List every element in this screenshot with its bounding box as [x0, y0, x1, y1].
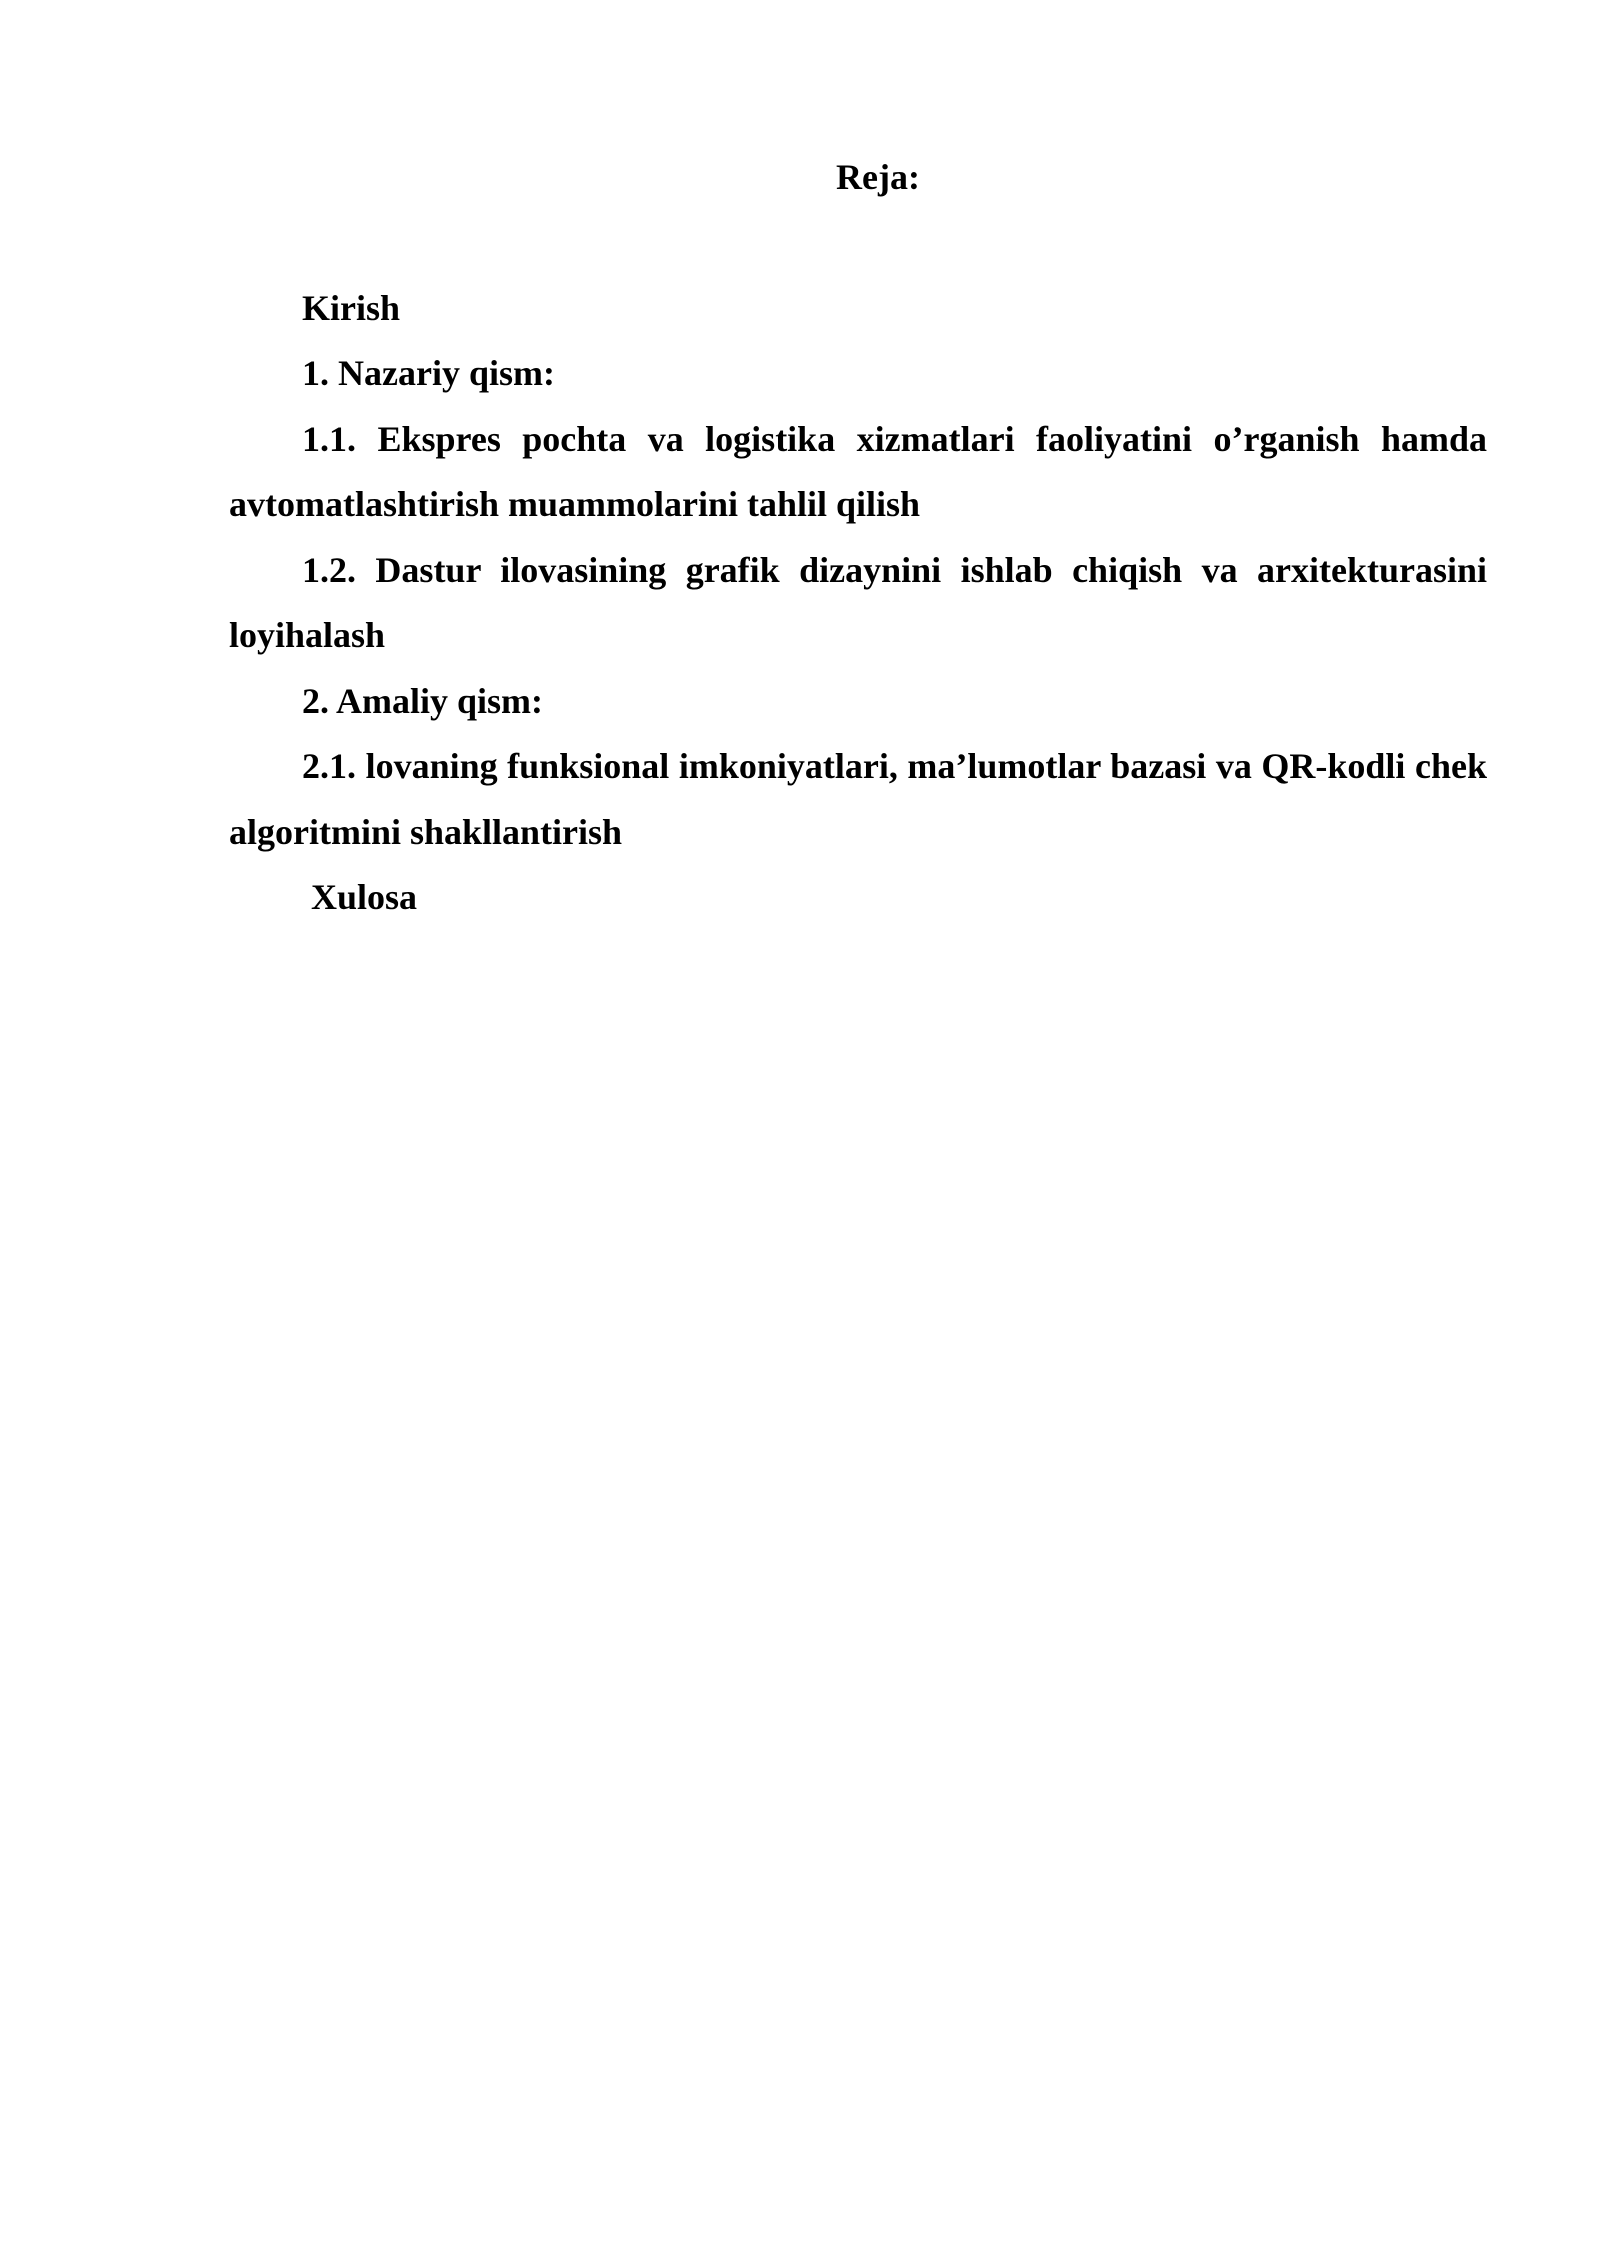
- plan-item-introduction: Kirish: [302, 287, 401, 328]
- plan-item-1-1: 1.1. Ekspres pochta va logistika xizmatlari faoliyatini o’rganish hamda avtomatlashtirish muammolarini tahlil qilish: [229, 418, 1487, 524]
- plan-item-1-2: 1.2. Dastur ilovasining grafik dizaynini ishlab chiqish va arxitekturasini loyihalash: [229, 549, 1487, 655]
- plan-item-2-1: 2.1. lovaning funksional imkoniyatlari, ma’lumotlar bazasi va QR-kodli chek algoritmini shakllantirish: [229, 746, 1487, 852]
- plan-content: [229, 145, 1487, 931]
- plan-item-practical-section: 2. Amaliy qism:: [302, 680, 544, 721]
- page-title: Reja:: [836, 157, 920, 197]
- plan-item-conclusion: Xulosa: [311, 877, 418, 917]
- plan-item-theory-section: 1. Nazariy qism:: [302, 353, 555, 393]
